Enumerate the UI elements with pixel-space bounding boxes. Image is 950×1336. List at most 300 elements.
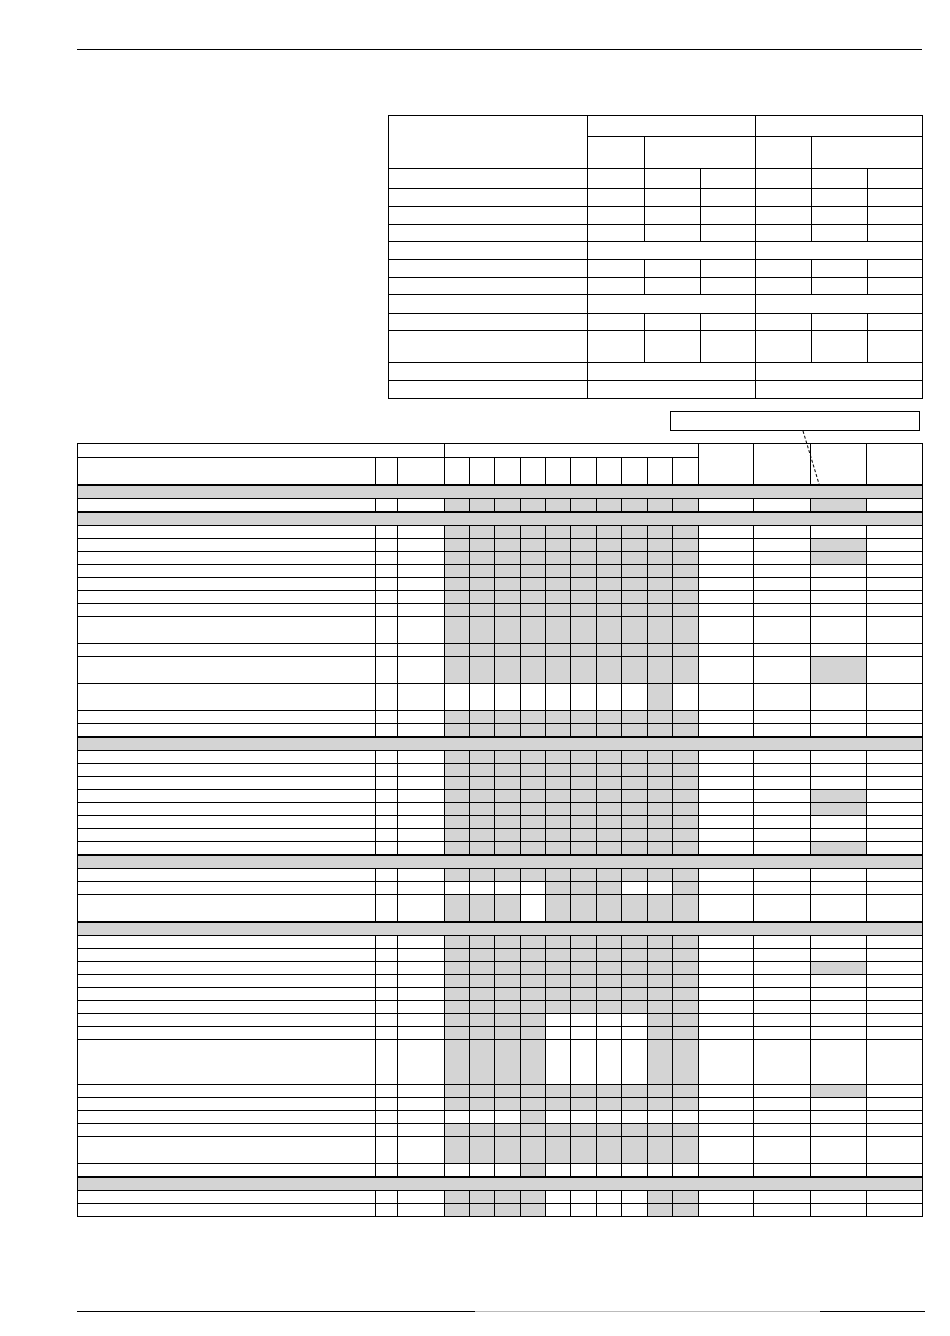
- table-cell: [571, 1027, 597, 1040]
- shaded-cell: [571, 869, 597, 882]
- table-cell: [811, 526, 867, 539]
- shaded-cell: [673, 1014, 699, 1027]
- table-cell: [754, 829, 811, 842]
- table-cell: [699, 1027, 754, 1040]
- table-cell: [78, 882, 376, 895]
- shaded-cell: [445, 526, 470, 539]
- shaded-cell: [571, 552, 597, 565]
- section-header-row: [78, 922, 923, 936]
- table-cell: [398, 499, 445, 513]
- shaded-cell: [445, 829, 470, 842]
- shaded-cell: [495, 803, 521, 816]
- shaded-cell: [495, 526, 521, 539]
- table-row: [78, 975, 923, 988]
- table-cell: [470, 882, 495, 895]
- shaded-cell: [521, 1191, 546, 1204]
- shaded-cell: [521, 1014, 546, 1027]
- shaded-cell: [648, 565, 673, 578]
- shaded-cell: [571, 829, 597, 842]
- table-cell: [597, 1040, 622, 1085]
- table-row: [78, 539, 923, 552]
- table-row: [78, 657, 923, 684]
- table-row: [78, 552, 923, 565]
- shaded-cell: [546, 936, 571, 949]
- table-cell: [811, 1164, 867, 1178]
- shaded-cell: [648, 684, 673, 711]
- shaded-cell: [673, 552, 699, 565]
- table-cell: [811, 988, 867, 1001]
- shaded-cell: [648, 499, 673, 513]
- shaded-cell: [811, 1085, 867, 1098]
- shaded-cell: [495, 724, 521, 738]
- table-cell: [811, 936, 867, 949]
- table-cell: [754, 684, 811, 711]
- table-row: [78, 1164, 923, 1178]
- shaded-cell: [470, 1027, 495, 1040]
- shaded-cell: [521, 1124, 546, 1137]
- table-cell: [754, 1001, 811, 1014]
- table-cell: [78, 565, 376, 578]
- table-cell: [699, 1137, 754, 1164]
- table-cell: [754, 1111, 811, 1124]
- table-cell: [398, 842, 445, 856]
- shaded-cell: [571, 790, 597, 803]
- table-cell: [699, 499, 754, 513]
- shaded-cell: [597, 526, 622, 539]
- table-cell: [754, 975, 811, 988]
- table-cell: [597, 458, 622, 486]
- shaded-cell: [648, 1137, 673, 1164]
- shaded-cell: [521, 962, 546, 975]
- shaded-cell: [648, 1098, 673, 1111]
- shaded-cell: [521, 711, 546, 724]
- table-cell: [78, 1098, 376, 1111]
- shaded-cell: [445, 975, 470, 988]
- shaded-cell: [470, 591, 495, 604]
- shaded-cell: [445, 552, 470, 565]
- table-row: [78, 842, 923, 856]
- table-cell: [867, 777, 923, 790]
- table-row: [78, 1085, 923, 1098]
- shaded-cell: [495, 1027, 521, 1040]
- shaded-cell: [470, 539, 495, 552]
- table-row: [78, 617, 923, 644]
- table-cell: [754, 790, 811, 803]
- table-cell: [445, 882, 470, 895]
- table-cell: [78, 1085, 376, 1098]
- table-cell: [699, 724, 754, 738]
- shaded-cell: [673, 842, 699, 856]
- shaded-cell: [445, 1191, 470, 1204]
- table-cell: [376, 1001, 398, 1014]
- shaded-cell: [495, 657, 521, 684]
- table-cell: [571, 1111, 597, 1124]
- shaded-cell: [571, 803, 597, 816]
- table-cell: [811, 1001, 867, 1014]
- shaded-cell: [546, 829, 571, 842]
- table-cell: [398, 949, 445, 962]
- shaded-cell: [470, 1124, 495, 1137]
- table-cell: [376, 777, 398, 790]
- table-cell: [78, 764, 376, 777]
- shaded-cell: [673, 499, 699, 513]
- shaded-cell: [571, 882, 597, 895]
- table-cell: [376, 1098, 398, 1111]
- table-cell: [376, 869, 398, 882]
- shaded-cell: [521, 565, 546, 578]
- shaded-cell: [445, 949, 470, 962]
- shaded-cell: [622, 988, 648, 1001]
- table-cell: [867, 1001, 923, 1014]
- table-row: [78, 988, 923, 1001]
- shaded-cell: [470, 790, 495, 803]
- table-cell: [398, 829, 445, 842]
- table-cell: [376, 895, 398, 923]
- table-cell: [376, 1204, 398, 1217]
- table-cell: [811, 578, 867, 591]
- shaded-cell: [445, 803, 470, 816]
- shaded-cell: [622, 949, 648, 962]
- shaded-cell: [546, 777, 571, 790]
- shaded-cell: [521, 949, 546, 962]
- table-cell: [811, 777, 867, 790]
- shaded-cell: [622, 869, 648, 882]
- shaded-cell: [597, 724, 622, 738]
- table-cell: [754, 816, 811, 829]
- table-cell: [78, 1191, 376, 1204]
- table-row: [78, 1001, 923, 1014]
- table-cell: [571, 1040, 597, 1085]
- table-cell: [754, 895, 811, 923]
- table-cell: [78, 922, 923, 936]
- table-cell: [376, 657, 398, 684]
- table-cell: [754, 764, 811, 777]
- shaded-cell: [495, 751, 521, 764]
- shaded-cell: [445, 578, 470, 591]
- shaded-cell: [495, 1085, 521, 1098]
- shaded-cell: [622, 565, 648, 578]
- table-cell: [754, 578, 811, 591]
- section-header-row: [78, 737, 923, 751]
- shaded-cell: [648, 1001, 673, 1014]
- shaded-cell: [445, 499, 470, 513]
- shaded-cell: [546, 617, 571, 644]
- shaded-cell: [546, 657, 571, 684]
- table-cell: [754, 1164, 811, 1178]
- table-cell: [811, 1027, 867, 1040]
- table-cell: [867, 869, 923, 882]
- table-cell: [546, 684, 571, 711]
- shaded-cell: [673, 565, 699, 578]
- table-cell: [597, 1191, 622, 1204]
- shaded-cell: [521, 988, 546, 1001]
- table-cell: [470, 458, 495, 486]
- shaded-cell: [546, 578, 571, 591]
- table-cell: [754, 644, 811, 657]
- shaded-cell: [622, 816, 648, 829]
- shaded-cell: [445, 617, 470, 644]
- table-cell: [811, 565, 867, 578]
- table-cell: [495, 882, 521, 895]
- shaded-cell: [622, 1124, 648, 1137]
- table-cell: [571, 1164, 597, 1178]
- shaded-cell: [521, 1001, 546, 1014]
- shaded-cell: [648, 724, 673, 738]
- shaded-cell: [622, 751, 648, 764]
- table-cell: [398, 988, 445, 1001]
- shaded-cell: [648, 526, 673, 539]
- shaded-cell: [445, 790, 470, 803]
- shaded-cell: [673, 1137, 699, 1164]
- table-cell: [754, 1124, 811, 1137]
- shaded-cell: [622, 777, 648, 790]
- table-cell: [867, 1085, 923, 1098]
- shaded-cell: [673, 578, 699, 591]
- requirements-matrix: [77, 443, 923, 1217]
- table-cell: [811, 1111, 867, 1124]
- table-cell: [398, 1137, 445, 1164]
- shaded-cell: [811, 657, 867, 684]
- shaded-cell: [521, 1137, 546, 1164]
- table-cell: [811, 975, 867, 988]
- shaded-cell: [470, 724, 495, 738]
- table-cell: [398, 1085, 445, 1098]
- table-cell: [811, 644, 867, 657]
- shaded-cell: [495, 1124, 521, 1137]
- table-cell: [398, 882, 445, 895]
- table-cell: [398, 578, 445, 591]
- shaded-cell: [470, 657, 495, 684]
- table-cell: [811, 1098, 867, 1111]
- shaded-cell: [673, 657, 699, 684]
- shaded-cell: [597, 1124, 622, 1137]
- table-cell: [673, 458, 699, 486]
- shaded-cell: [571, 949, 597, 962]
- table-cell: [754, 1191, 811, 1204]
- shaded-cell: [521, 499, 546, 513]
- table-cell: [699, 1085, 754, 1098]
- table-row: [78, 790, 923, 803]
- section-header-row: [78, 485, 923, 499]
- table-cell: [398, 657, 445, 684]
- shaded-cell: [495, 777, 521, 790]
- shaded-cell: [470, 499, 495, 513]
- shaded-cell: [445, 657, 470, 684]
- table-cell: [78, 617, 376, 644]
- table-row: [78, 1014, 923, 1027]
- shaded-cell: [521, 777, 546, 790]
- shaded-cell: [521, 644, 546, 657]
- shaded-cell: [597, 751, 622, 764]
- shaded-cell: [648, 1191, 673, 1204]
- shaded-cell: [622, 1098, 648, 1111]
- shaded-cell: [648, 1204, 673, 1217]
- table-cell: [376, 591, 398, 604]
- table-cell: [376, 604, 398, 617]
- shaded-cell: [495, 816, 521, 829]
- shaded-cell: [521, 1085, 546, 1098]
- table-row: [78, 816, 923, 829]
- table-cell: [398, 962, 445, 975]
- table-cell: [398, 895, 445, 923]
- table-cell: [811, 895, 867, 923]
- shaded-cell: [521, 617, 546, 644]
- table-cell: [376, 764, 398, 777]
- table-cell: [78, 539, 376, 552]
- table-cell: [78, 724, 376, 738]
- table-cell: [376, 829, 398, 842]
- shaded-cell: [597, 1001, 622, 1014]
- table-cell: [754, 777, 811, 790]
- table-row: [78, 499, 923, 513]
- table-cell: [470, 1111, 495, 1124]
- table-cell: [867, 962, 923, 975]
- table-cell: [398, 1014, 445, 1027]
- shaded-cell: [648, 657, 673, 684]
- shaded-cell: [648, 552, 673, 565]
- shaded-cell: [571, 644, 597, 657]
- table-cell: [754, 1085, 811, 1098]
- table-cell: [376, 617, 398, 644]
- shaded-cell: [597, 552, 622, 565]
- shaded-cell: [521, 1204, 546, 1217]
- table-cell: [811, 1191, 867, 1204]
- shaded-cell: [571, 988, 597, 1001]
- shaded-cell: [495, 539, 521, 552]
- table-cell: [648, 1164, 673, 1178]
- shaded-cell: [622, 803, 648, 816]
- shaded-cell: [495, 1098, 521, 1111]
- shaded-cell: [673, 1204, 699, 1217]
- table-cell: [754, 591, 811, 604]
- table-cell: [546, 1164, 571, 1178]
- table-cell: [78, 737, 923, 751]
- shaded-cell: [470, 895, 495, 923]
- shaded-cell: [470, 777, 495, 790]
- shaded-cell: [521, 936, 546, 949]
- shaded-cell: [521, 539, 546, 552]
- table-cell: [699, 882, 754, 895]
- table-cell: [445, 458, 470, 486]
- table-cell: [495, 1164, 521, 1178]
- shaded-cell: [648, 869, 673, 882]
- table-cell: [754, 1027, 811, 1040]
- table-cell: [811, 604, 867, 617]
- table-cell: [867, 578, 923, 591]
- table-cell: [78, 1001, 376, 1014]
- shaded-cell: [495, 591, 521, 604]
- shaded-cell: [521, 842, 546, 856]
- table-cell: [811, 724, 867, 738]
- table-row: [78, 1111, 923, 1124]
- table-cell: [597, 684, 622, 711]
- shaded-cell: [546, 1137, 571, 1164]
- table-cell: [754, 803, 811, 816]
- shaded-cell: [648, 604, 673, 617]
- shaded-cell: [445, 604, 470, 617]
- shaded-cell: [470, 1137, 495, 1164]
- table-cell: [622, 1014, 648, 1027]
- shaded-cell: [495, 1014, 521, 1027]
- table-cell: [376, 842, 398, 856]
- table-cell: [699, 1191, 754, 1204]
- shaded-cell: [622, 711, 648, 724]
- shaded-cell: [648, 803, 673, 816]
- table-cell: [699, 552, 754, 565]
- table-cell: [867, 764, 923, 777]
- table-cell: [398, 539, 445, 552]
- table-cell: [699, 988, 754, 1001]
- table-cell: [699, 1111, 754, 1124]
- table-cell: [376, 975, 398, 988]
- shaded-cell: [521, 816, 546, 829]
- table-cell: [597, 1014, 622, 1027]
- shaded-cell: [546, 565, 571, 578]
- matrix-header-cell: [699, 444, 754, 486]
- shaded-cell: [673, 539, 699, 552]
- table-cell: [754, 617, 811, 644]
- table-cell: [546, 1014, 571, 1027]
- table-cell: [78, 895, 376, 923]
- shaded-cell: [622, 617, 648, 644]
- table-cell: [699, 657, 754, 684]
- table-cell: [521, 684, 546, 711]
- table-cell: [754, 539, 811, 552]
- table-cell: [376, 1124, 398, 1137]
- shaded-cell: [445, 1027, 470, 1040]
- shaded-cell: [571, 1137, 597, 1164]
- shaded-cell: [622, 1001, 648, 1014]
- shaded-cell: [597, 869, 622, 882]
- table-row: [78, 895, 923, 923]
- table-row: [78, 829, 923, 842]
- shaded-cell: [521, 552, 546, 565]
- shaded-cell: [445, 764, 470, 777]
- table-cell: [78, 512, 923, 526]
- table-cell: [754, 949, 811, 962]
- shaded-cell: [673, 604, 699, 617]
- shaded-cell: [546, 724, 571, 738]
- table-cell: [867, 1098, 923, 1111]
- shaded-cell: [546, 975, 571, 988]
- table-cell: [699, 829, 754, 842]
- table-cell: [867, 751, 923, 764]
- table-cell: [78, 591, 376, 604]
- table-cell: [398, 1040, 445, 1085]
- section-header-row: [78, 855, 923, 869]
- shaded-cell: [673, 816, 699, 829]
- shaded-cell: [571, 591, 597, 604]
- shaded-cell: [597, 949, 622, 962]
- table-cell: [699, 1204, 754, 1217]
- shaded-cell: [571, 499, 597, 513]
- table-cell: [754, 869, 811, 882]
- table-cell: [867, 657, 923, 684]
- table-cell: [648, 458, 673, 486]
- shaded-cell: [495, 988, 521, 1001]
- shaded-cell: [495, 895, 521, 923]
- table-row: [78, 591, 923, 604]
- table-cell: [376, 644, 398, 657]
- table-cell: [699, 1164, 754, 1178]
- shaded-cell: [495, 617, 521, 644]
- shaded-cell: [445, 565, 470, 578]
- table-cell: [398, 604, 445, 617]
- shaded-cell: [673, 724, 699, 738]
- table-row: [78, 936, 923, 949]
- shaded-cell: [470, 962, 495, 975]
- table-cell: [699, 975, 754, 988]
